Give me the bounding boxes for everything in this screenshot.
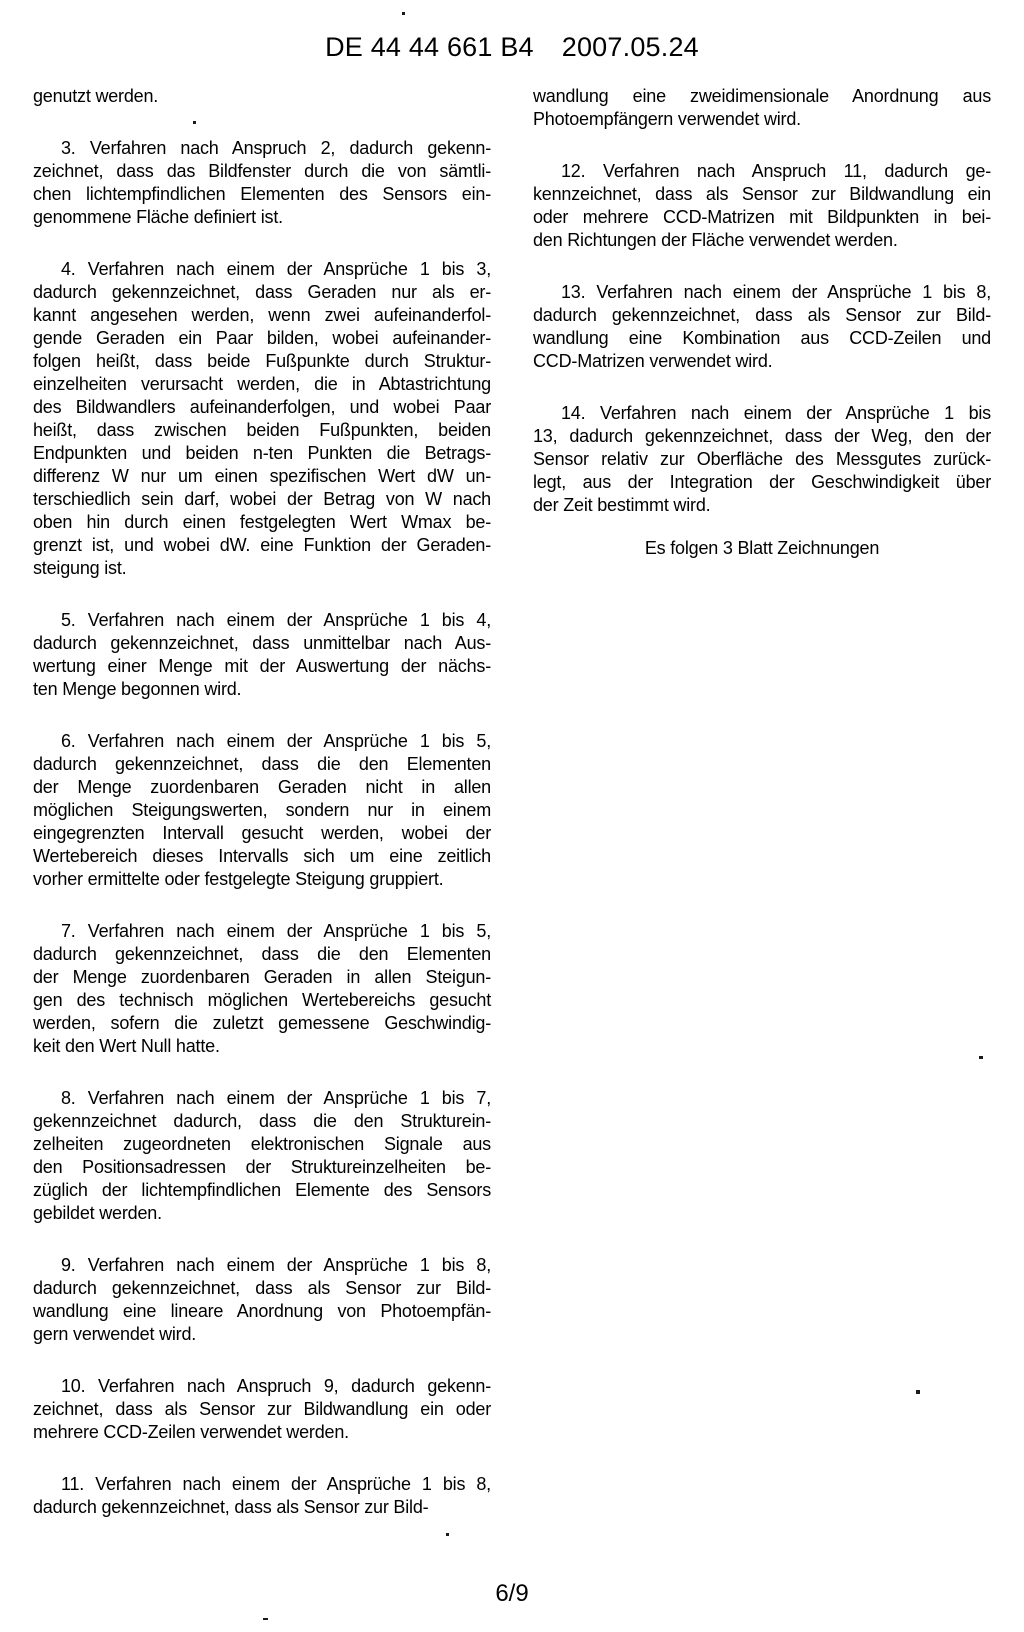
text-line: dadurch gekennzeichnet, dass die den Elementen: [33, 754, 491, 774]
text-line: wandlung eine lineare Anordnung von Photoempfän-: [33, 1301, 491, 1321]
claim-13: [533, 281, 991, 373]
text-line: kennzeichnet, dass als Sensor zur Bildwandlung ein: [533, 184, 991, 204]
text-line: zelheiten zugeordneten elektronischen Signale aus: [33, 1134, 491, 1154]
text-line: zeichnet, dass das Bildfenster durch die von sämtli-: [33, 161, 491, 181]
text-line: dadurch gekennzeichnet, dass als Sensor zur Bild-: [533, 305, 991, 325]
claim-7: [33, 920, 491, 1058]
drawings-note: [533, 537, 991, 560]
text-line: Endpunkten und beiden n-ten Punkten die Betrags-: [33, 443, 491, 463]
text-line: folgen heißt, dass beide Fußpunkte durch Struktur-: [33, 351, 491, 371]
claim-2-continuation: [33, 85, 491, 108]
text-line: chen lichtempfindlichen Elementen des Sensors ein-: [33, 184, 491, 204]
text-line: 11. Verfahren nach einem der Ansprüche 1 bis 8,: [61, 1474, 491, 1494]
text-line: gern verwendet wird.: [33, 1324, 197, 1344]
text-line: keit den Wert Null hatte.: [33, 1036, 220, 1056]
text-line: Sensor relativ zur Oberfläche des Messgutes zurück-: [533, 449, 991, 469]
text-line: gebildet werden.: [33, 1203, 162, 1223]
text-line: den Richtungen der Fläche verwendet werden.: [533, 230, 898, 250]
text-line: legt, aus der Integration der Geschwindigkeit über: [533, 472, 991, 492]
text-line: 6. Verfahren nach einem der Ansprüche 1 bis 5,: [61, 731, 491, 751]
claim-5: [33, 609, 491, 701]
text-line: Wertebereich dieses Intervalls sich um eine zeitlich: [33, 846, 491, 866]
text-line: CCD-Matrizen verwendet wird.: [533, 351, 773, 371]
noise-speck: [916, 1390, 920, 1394]
text-line: gen des technisch möglichen Wertebereichs gesucht: [33, 990, 491, 1010]
column-left: [33, 85, 491, 1519]
text-line: einzelheiten verursacht werden, die in Abtastrichtung: [33, 374, 491, 394]
claim-10: [33, 1375, 491, 1444]
text-line: wertung einer Menge mit der Auswertung der nächs-: [33, 656, 491, 676]
noise-speck: [193, 121, 196, 124]
text-line: 12. Verfahren nach Anspruch 11, dadurch ge-: [561, 161, 991, 181]
text-line: der Zeit bestimmt wird.: [533, 495, 711, 515]
text-line: dadurch gekennzeichnet, dass die den Elementen: [33, 944, 491, 964]
text-line: 13. Verfahren nach einem der Ansprüche 1 bis 8,: [561, 282, 991, 302]
publication-number: DE 44 44 661 B4: [325, 32, 534, 62]
text-line: oder mehrere CCD-Matrizen mit Bildpunkten in bei-: [533, 207, 991, 227]
claim-3: [33, 137, 491, 229]
claim-8: [33, 1087, 491, 1225]
text-line: gende Geraden ein Paar bilden, wobei aufeinander-: [33, 328, 491, 348]
claim-11-continuation: [533, 85, 991, 131]
text-line: 9. Verfahren nach einem der Ansprüche 1 bis 8,: [61, 1255, 491, 1275]
text-line: zeichnet, dass als Sensor zur Bildwandlung ein oder: [33, 1399, 491, 1419]
text-line: grenzt ist, und wobei dW. eine Funktion der Geraden-: [33, 535, 491, 555]
text-line: vorher ermittelte oder festgelegte Steigung gruppiert.: [33, 869, 444, 889]
text-line: dadurch gekennzeichnet, dass als Sensor zur Bild-: [33, 1278, 491, 1298]
claim-11: [33, 1473, 491, 1519]
noise-speck: [979, 1056, 983, 1059]
text-line: züglich der lichtempfindlichen Elemente des Sensors: [33, 1180, 491, 1200]
text-line: dadurch gekennzeichnet, dass unmittelbar nach Aus-: [33, 633, 491, 653]
claim-9: [33, 1254, 491, 1346]
text-line: oben hin durch einen festgelegten Wert Wmax be-: [33, 512, 491, 532]
text-line: 7. Verfahren nach einem der Ansprüche 1 bis 5,: [61, 921, 491, 941]
text-line: ten Menge begonnen wird.: [33, 679, 242, 699]
text-line: möglichen Steigungswerten, sondern nur in einem: [33, 800, 491, 820]
noise-speck: [446, 1533, 449, 1536]
noise-speck: [402, 12, 405, 15]
text-line: werden, sofern die zuletzt gemessene Geschwindig-: [33, 1013, 491, 1033]
text-line: mehrere CCD-Zeilen verwendet werden.: [33, 1422, 349, 1442]
text-line: wandlung eine zweidimensionale Anordnung aus: [533, 86, 991, 106]
text-line: Photoempfängern verwendet wird.: [533, 109, 801, 129]
text-line: der Menge zuordenbaren Geraden nicht in allen: [33, 777, 491, 797]
publication-date: 2007.05.24: [561, 32, 699, 62]
text-line: wandlung eine Kombination aus CCD-Zeilen und: [533, 328, 991, 348]
text-line: 5. Verfahren nach einem der Ansprüche 1 bis 4,: [61, 610, 491, 630]
text-line: steigung ist.: [33, 558, 127, 578]
text-line: heißt, dass zwischen beiden Fußpunkten, beiden: [33, 420, 491, 440]
page-header: [0, 32, 1024, 62]
text-line: genommene Fläche definiert ist.: [33, 207, 283, 227]
column-right: [533, 85, 991, 1519]
text-line: 3. Verfahren nach Anspruch 2, dadurch gekenn-: [61, 138, 491, 158]
claim-14: [533, 402, 991, 517]
text-line: Es folgen 3 Blatt Zeichnungen: [644, 538, 880, 558]
text-line: genutzt werden.: [33, 86, 159, 106]
claims-body: [33, 85, 991, 1519]
text-line: 4. Verfahren nach einem der Ansprüche 1 bis 3,: [61, 259, 491, 279]
text-line: gekennzeichnet dadurch, dass die den Strukturein-: [33, 1111, 491, 1131]
text-line: 8. Verfahren nach einem der Ansprüche 1 bis 7,: [61, 1088, 491, 1108]
claim-6: [33, 730, 491, 891]
text-line: differenz W nur um einen spezifischen Wert dW un-: [33, 466, 491, 486]
text-line: 14. Verfahren nach einem der Ansprüche 1 bis: [561, 403, 991, 423]
text-line: den Positionsadressen der Struktureinzelheiten be-: [33, 1157, 491, 1177]
text-line: dadurch gekennzeichnet, dass als Sensor zur Bild-: [33, 1497, 429, 1517]
text-line: eingegrenzten Intervall gesucht werden, wobei der: [33, 823, 491, 843]
claim-4: [33, 258, 491, 580]
text-line: 10. Verfahren nach Anspruch 9, dadurch gekenn-: [61, 1376, 491, 1396]
page-number: 6/9: [495, 1580, 529, 1607]
text-line: dadurch gekennzeichnet, dass Geraden nur als er-: [33, 282, 491, 302]
text-line: terschiedlich sein darf, wobei der Betrag von W nach: [33, 489, 491, 509]
text-line: der Menge zuordenbaren Geraden in allen Steigun-: [33, 967, 491, 987]
text-line: des Bildwandlers aufeinanderfolgen, und wobei Paar: [33, 397, 491, 417]
noise-speck: [263, 1618, 268, 1620]
claim-12: [533, 160, 991, 252]
text-line: kannt angesehen werden, wenn zwei aufeinanderfol-: [33, 305, 491, 325]
text-line: 13, dadurch gekennzeichnet, dass der Weg, den der: [533, 426, 991, 446]
